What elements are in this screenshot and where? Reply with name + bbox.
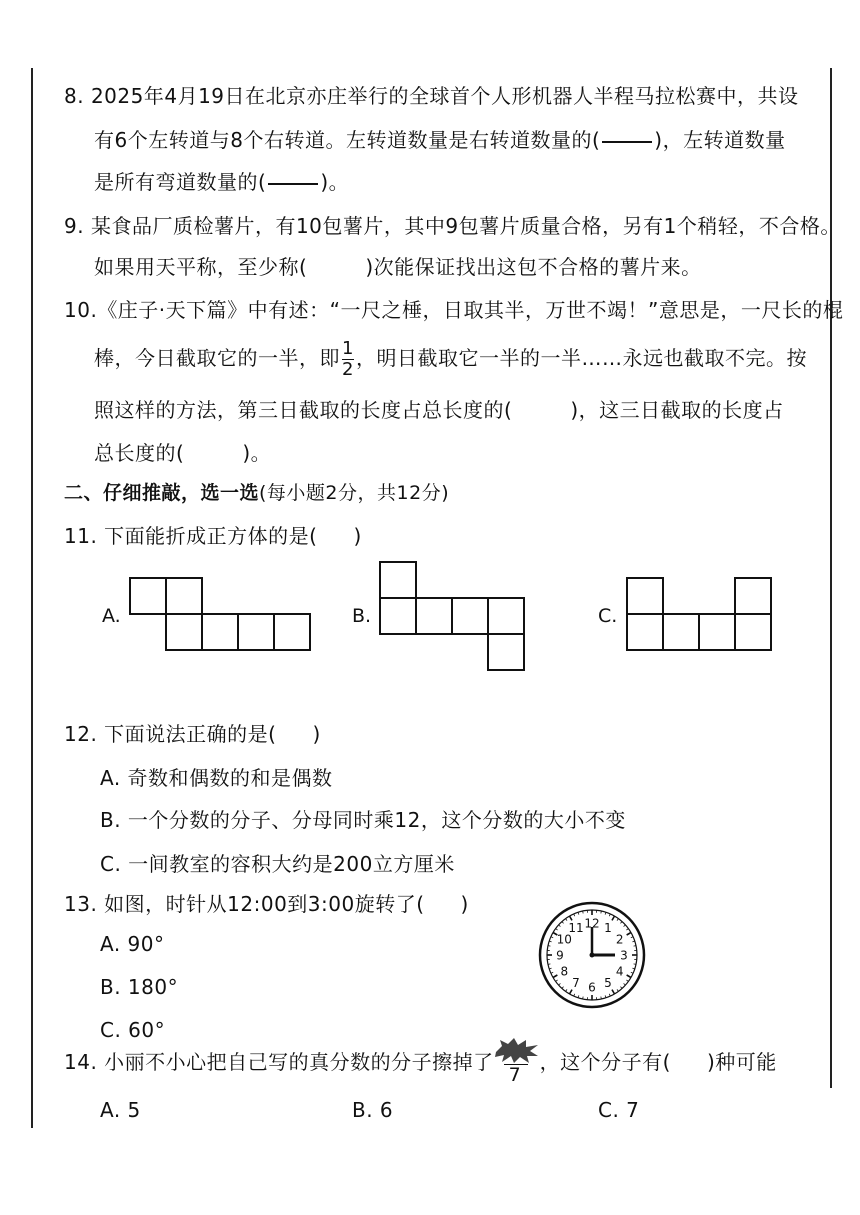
- section-2-heading: [64, 478, 449, 505]
- q14-number: 14.: [64, 1050, 98, 1074]
- fraction-denominator: 2: [342, 359, 354, 380]
- clock-tick: [634, 946, 636, 947]
- clock-number: 6: [588, 980, 596, 995]
- q9-line2b: )次能保证找出这包不合格的薯片来。: [365, 255, 702, 279]
- q12-text: 下面说法正确的是(: [104, 722, 277, 746]
- section-2-note: (每小题2分，共12分): [259, 482, 450, 504]
- q13-text: 如图，时针从12:00到3:00旋转了(: [104, 892, 425, 916]
- clock-tick: [634, 964, 636, 965]
- q14-denominator: 7: [508, 1064, 522, 1086]
- clock-number: 12: [584, 916, 600, 931]
- q12-option-c[interactable]: C. 一间教室的容积大约是200立方厘米: [100, 852, 455, 876]
- q10-line3b: )，这三日截取的长度占: [570, 398, 784, 422]
- q13-option-b[interactable]: B. 180°: [100, 975, 179, 999]
- ink-blot-icon: [494, 1038, 540, 1064]
- net-c: [627, 578, 771, 650]
- q13-number: 13.: [64, 892, 98, 916]
- clock-tick: [601, 911, 602, 913]
- q11-option-c-label[interactable]: C.: [598, 605, 618, 627]
- q8-line2a: 有6个左转道与8个右转道。左转道数量是右转道数量的(: [94, 128, 601, 152]
- q9-line2a: 如果用天平称，至少称(: [94, 255, 308, 279]
- q14-text-b: ，这个分子有(: [539, 1050, 671, 1074]
- net-b: [380, 562, 524, 670]
- q12-number: 12.: [64, 722, 98, 746]
- q14-option-c[interactable]: C. 7: [598, 1098, 640, 1122]
- clock-tick: [583, 911, 584, 913]
- clock-tick: [548, 946, 550, 947]
- q14-option-a[interactable]: A. 5: [100, 1098, 141, 1122]
- q13-option-a[interactable]: A. 90°: [100, 932, 165, 956]
- q10-line2a: 棒，今日截取它的一半，即: [94, 346, 340, 370]
- clock-tick: [583, 997, 584, 999]
- fraction-bar: [504, 1064, 528, 1065]
- q8-answer-blank-1[interactable]: [602, 141, 652, 143]
- q13-close: ): [460, 892, 469, 916]
- q10-line2b: ，明日截取它一半的一半……永远也截取不完。按: [356, 346, 807, 370]
- clock-number: 4: [615, 964, 624, 979]
- clock-number: 8: [560, 964, 569, 979]
- q9-line1: 某食品厂质检薯片，有10包薯片，其中9包薯片质量合格，另有1个稍轻，不合格。: [90, 214, 841, 238]
- section-2-title: 二、仔细推敲，选一选: [64, 482, 260, 504]
- clock-number: 3: [620, 948, 628, 963]
- q10-line1: 《庄子·天下篇》中有述：“一尺之棰，日取其半，万世不竭！”意思是，一尺长的棍: [97, 298, 844, 322]
- clock-number: 10: [556, 932, 572, 947]
- q11-close: ): [353, 524, 362, 548]
- half-fraction: [342, 340, 354, 379]
- clock-tick: [601, 997, 602, 999]
- clock-number: 1: [604, 920, 612, 935]
- fraction-numerator: 1: [342, 338, 354, 359]
- q12-option-a[interactable]: A. 奇数和偶数的和是偶数: [100, 766, 333, 790]
- clock-number: 5: [604, 976, 612, 991]
- q10-line4a: 总长度的(: [94, 441, 185, 465]
- q8-number: 8.: [64, 84, 85, 108]
- net-a: [130, 578, 310, 650]
- clock-number: 11: [568, 920, 584, 935]
- q14-text-c: )种可能: [706, 1050, 777, 1074]
- q9-number: 9.: [64, 214, 85, 238]
- q8-line3b: )。: [320, 170, 350, 194]
- q10-line4b: )。: [242, 441, 272, 465]
- q10-line3a: 照这样的方法，第三日截取的长度占总长度的(: [94, 398, 513, 422]
- q11-option-a-label[interactable]: A.: [102, 605, 121, 627]
- clock-number: 2: [615, 932, 624, 947]
- q13-option-c[interactable]: C. 60°: [100, 1018, 166, 1042]
- clock-number: 7: [572, 976, 580, 991]
- clock-number: 9: [556, 948, 564, 963]
- q8-line3a: 是所有弯道数量的(: [94, 170, 267, 194]
- q11-option-b-label[interactable]: B.: [352, 605, 372, 627]
- q14-option-b[interactable]: B. 6: [352, 1098, 394, 1122]
- erased-fraction: [494, 1046, 540, 1086]
- q10-number: 10.: [64, 298, 98, 322]
- cube-nets-figure: [0, 560, 860, 680]
- q8-line1: 2025年4月19日在北京亦庄举行的全球首个人形机器人半程马拉松赛中，共设: [90, 84, 799, 108]
- q11-text: 下面能折成正方体的是(: [104, 524, 318, 548]
- q8-line2b: )，左转道数量: [654, 128, 786, 152]
- q14-text-a: 小丽不小心把自己写的真分数的分子擦掉了: [104, 1050, 494, 1074]
- clock-center-pin: [590, 953, 595, 958]
- q12-close: ): [312, 722, 321, 746]
- q12-option-b[interactable]: B. 一个分数的分子、分母同时乘12，这个分数的大小不变: [100, 808, 626, 832]
- q8-answer-blank-2[interactable]: [268, 183, 318, 185]
- clock-figure: [537, 900, 647, 1010]
- clock-tick: [548, 964, 550, 965]
- q11-number: 11.: [64, 524, 98, 548]
